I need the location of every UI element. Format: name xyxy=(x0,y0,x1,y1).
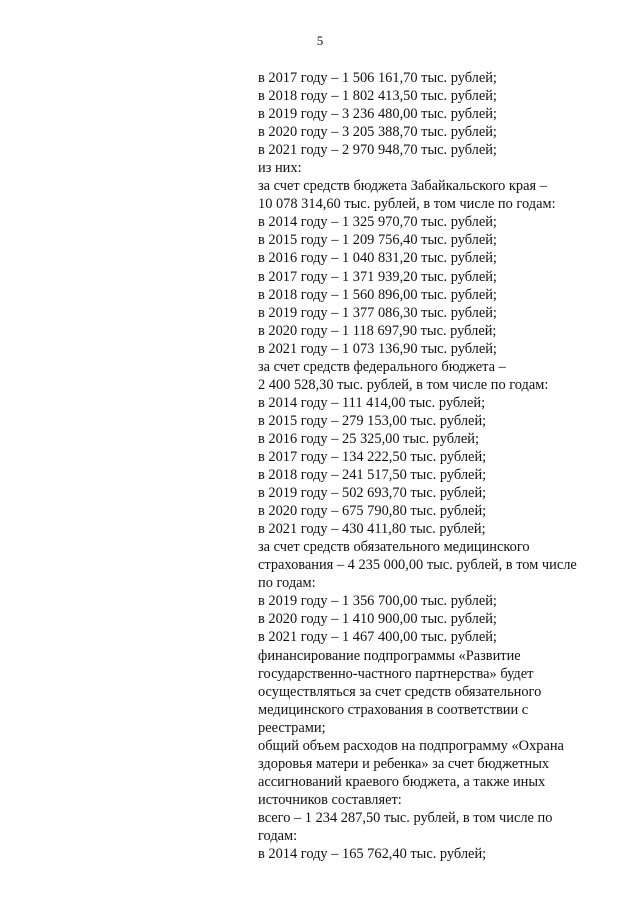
text-line: в 2015 году – 279 153,00 тыс. рублей; xyxy=(258,412,487,429)
text-line: 2 400 528,30 тыс. рублей, в том числе по годам: xyxy=(258,376,549,393)
text-line: в 2014 году – 165 762,40 тыс. рублей; xyxy=(258,846,487,863)
text-line: в 2021 году – 430 411,80 тыс. рублей; xyxy=(258,521,486,538)
text-line: за счет средств обязательного медицинского xyxy=(258,539,530,556)
text-line: в 2017 году – 1 506 161,70 тыс. рублей; xyxy=(258,70,497,86)
text-line: общий объем расходов на подпрограмму «Охрана xyxy=(258,737,564,754)
text-line: в 2020 году – 675 790,80 тыс. рублей; xyxy=(258,503,487,520)
text-line: здоровья матери и ребенка» за счет бюджетных xyxy=(258,755,550,772)
text-line: в 2014 году – 1 325 970,70 тыс. рублей; xyxy=(258,214,497,231)
text-line: в 2021 году – 2 970 948,70 тыс. рублей; xyxy=(258,142,497,159)
document-text-block xyxy=(258,69,608,863)
text-line: в 2019 году – 3 236 480,00 тыс. рублей; xyxy=(258,106,497,123)
text-line: за счет средств федерального бюджета – xyxy=(258,358,506,375)
text-line: финансирование подпрограммы «Развитие xyxy=(258,647,521,664)
text-line: в 2019 году – 502 693,70 тыс. рублей; xyxy=(258,485,487,502)
text-line: в 2019 году – 1 356 700,00 тыс. рублей; xyxy=(258,593,497,610)
text-line: из них: xyxy=(258,160,302,177)
text-line: в 2016 году – 25 325,00 тыс. рублей; xyxy=(258,430,479,447)
page-number: 5 xyxy=(316,33,324,48)
text-line: в 2018 году – 1 802 413,50 тыс. рублей; xyxy=(258,88,497,105)
text-line: источников составляет: xyxy=(258,791,402,808)
text-line: в 2021 году – 1 467 400,00 тыс. рублей; xyxy=(258,629,497,646)
text-line: медицинского страхования в соответствии с xyxy=(258,701,529,718)
text-line: 10 078 314,60 тыс. рублей, в том числе по годам: xyxy=(258,196,556,213)
text-line: всего – 1 234 287,50 тыс. рублей, в том числе по xyxy=(258,809,553,826)
text-line: по годам: xyxy=(258,575,316,592)
text-line: в 2015 году – 1 209 756,40 тыс. рублей; xyxy=(258,232,497,249)
text-line: в 2018 году – 1 560 896,00 тыс. рублей; xyxy=(258,286,497,303)
text-line: в 2016 году – 1 040 831,20 тыс. рублей; xyxy=(258,250,497,267)
text-line: в 2019 году – 1 377 086,30 тыс. рублей; xyxy=(258,304,497,321)
text-line: за счет средств бюджета Забайкальского края – xyxy=(258,178,547,195)
text-line: ассигнований краевого бюджета, а также иных xyxy=(258,773,546,790)
text-line: страхования – 4 235 000,00 тыс. рублей, в том числе xyxy=(258,557,577,574)
text-line: в 2014 году – 111 414,00 тыс. рублей; xyxy=(258,394,486,411)
text-line: в 2017 году – 134 222,50 тыс. рублей; xyxy=(258,448,487,465)
text-line: в 2021 году – 1 073 136,90 тыс. рублей; xyxy=(258,340,497,357)
text-line: в 2020 году – 1 410 900,00 тыс. рублей; xyxy=(258,611,497,628)
text-line: государственно-частного партнерства» будет xyxy=(258,665,534,682)
text-line: в 2018 году – 241 517,50 тыс. рублей; xyxy=(258,467,487,484)
text-line: в 2017 году – 1 371 939,20 тыс. рублей; xyxy=(258,268,497,285)
text-line: в 2020 году – 3 205 388,70 тыс. рублей; xyxy=(258,124,497,141)
text-line: годам: xyxy=(258,827,298,844)
text-line: реестрами; xyxy=(258,719,326,736)
text-line: осуществляться за счет средств обязательного xyxy=(258,683,542,700)
text-line: в 2020 году – 1 118 697,90 тыс. рублей; xyxy=(258,322,497,339)
